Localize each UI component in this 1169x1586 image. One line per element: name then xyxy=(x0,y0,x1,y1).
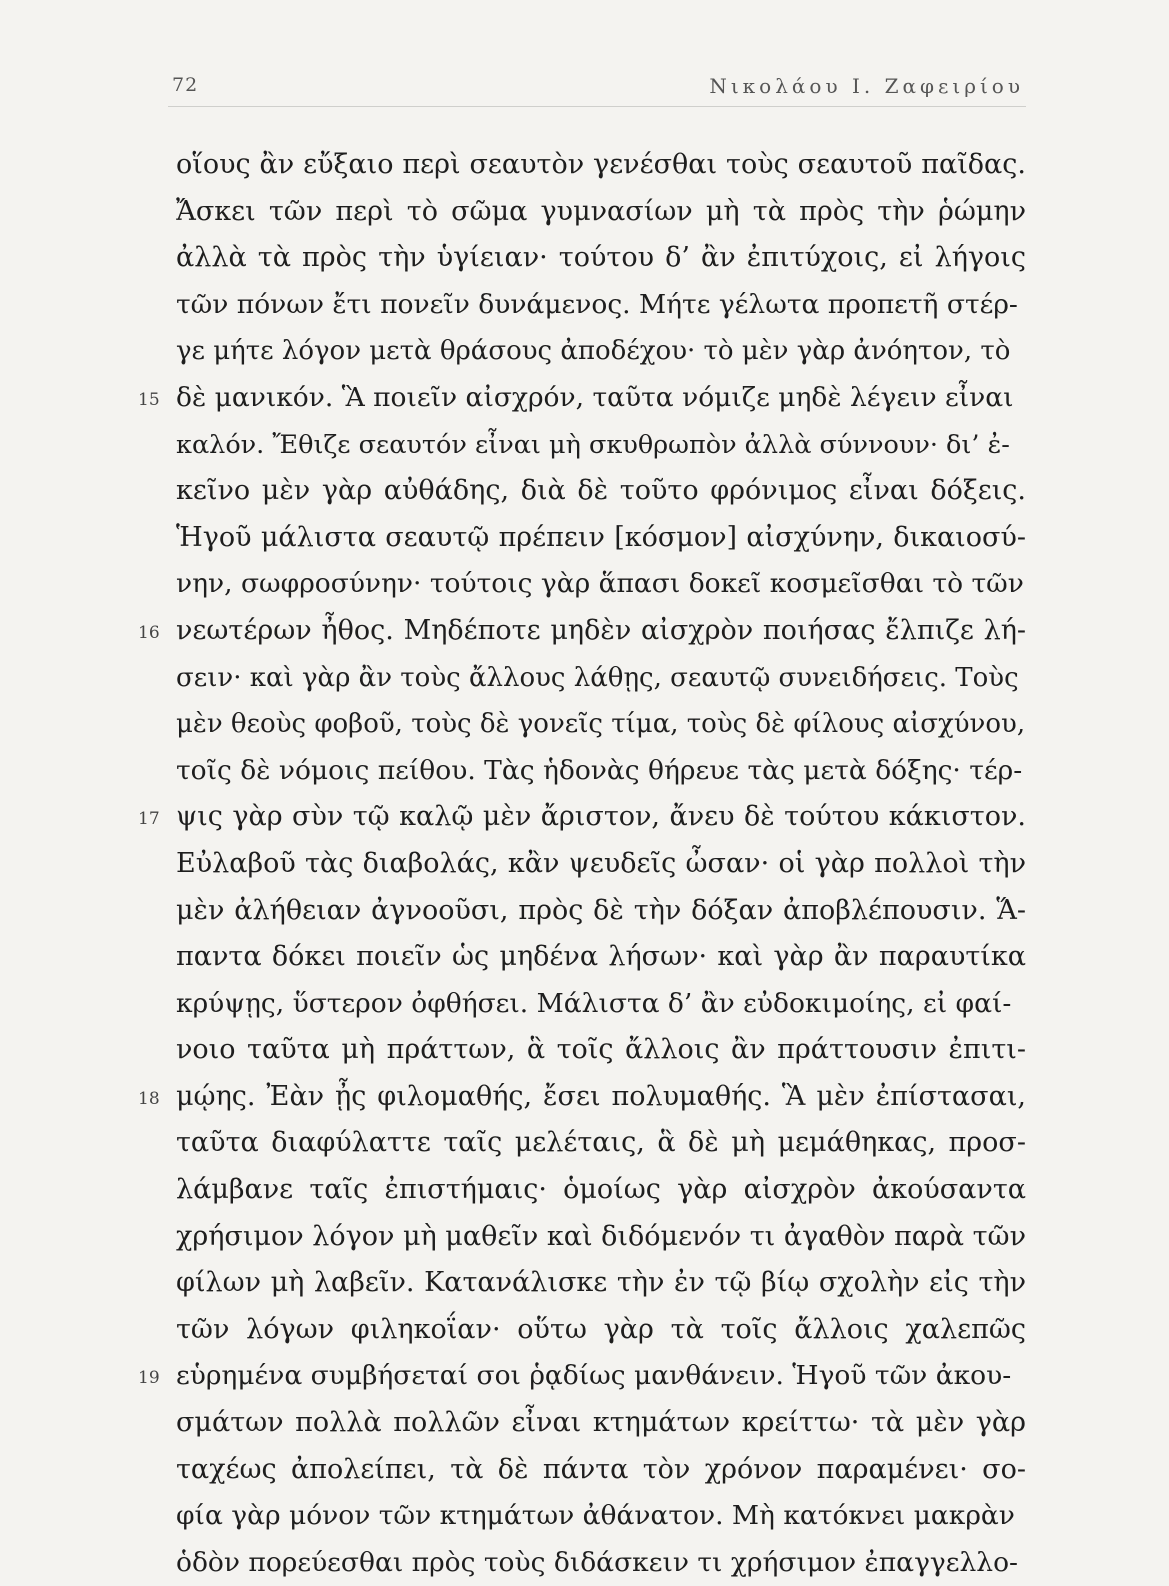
line-text: φίλων μὴ λαβεῖν. Κατανάλισκε τὴν ἐν τῷ βίῳ σχολὴν εἰς τὴν xyxy=(176,1267,1026,1299)
text-line xyxy=(176,841,1026,888)
line-text: μὲν θεοὺς φοβοῦ, τοὺς δὲ γονεῖς τίμα, τοὺς δὲ φίλους αἰσχύνου, xyxy=(176,709,1026,740)
text-line xyxy=(176,328,1026,375)
text-line xyxy=(176,1260,1026,1307)
line-text: τοῖς δὲ νόμοις πείθου. Τὰς ἡδονὰς θήρευε τὰς μετὰ δόξης· τέρ- xyxy=(176,754,1023,786)
line-text: γε μήτε λόγον μετὰ θράσους ἀποδέχου· τὸ μὲν γὰρ ἀνόητον, τὸ xyxy=(176,336,1011,367)
text-line xyxy=(176,282,1026,329)
running-head: Νικολάου Ι. Ζαφειρίου xyxy=(709,74,1024,98)
header-rule xyxy=(168,106,1026,107)
line-text: ταῦτα διαφύλαττε ταῖς μελέταις, ἃ δὲ μὴ μεμάθηκας, προσ- xyxy=(176,1127,1026,1159)
line-text: εὑρημένα συμβήσεταί σοι ῥᾳδίως μανθάνειν. Ἡγοῦ τῶν ἀκου- xyxy=(176,1360,1012,1392)
text-line xyxy=(176,981,1026,1028)
text-line xyxy=(138,608,1026,655)
text-line xyxy=(176,235,1026,282)
text-line xyxy=(176,934,1026,981)
line-text: φία γὰρ μόνον τῶν κτημάτων ἀθάνατον. Μὴ κατόκνει μακρὰν xyxy=(176,1500,1015,1532)
text-line xyxy=(176,1214,1026,1261)
line-text: ψις γὰρ σὺν τῷ καλῷ μὲν ἄριστον, ἄνευ δὲ τούτου κάκιστον. xyxy=(176,801,1026,833)
text-line xyxy=(176,468,1026,515)
line-text: λάμβανε ταῖς ἐπιστήμαις· ὁμοίως γὰρ αἰσχρὸν ἀκούσαντα xyxy=(176,1174,1026,1206)
line-text: τῶν λόγων φιληκοΐαν· οὕτω γὰρ τὰ τοῖς ἄλλοις χαλεπῶς xyxy=(176,1313,1026,1345)
line-text: ἀλλὰ τὰ πρὸς τὴν ὑγίειαν· τούτου δ’ ἂν ἐπιτύχοις, εἰ λήγοις xyxy=(176,242,1026,274)
text-line xyxy=(176,1540,1026,1586)
line-text: καλόν. Ἔθιζε σεαυτόν εἶναι μὴ σκυθρωπὸν ἀλλὰ σύννουν· δι’ ἐ- xyxy=(176,429,1010,460)
text-line xyxy=(176,1167,1026,1214)
line-text: νεωτέρων ἦθος. Μηδέποτε μηδὲν αἰσχρὸν ποιήσας ἔλπιζε λή- xyxy=(176,614,1026,646)
section-marker: 15 xyxy=(138,389,160,410)
text-line xyxy=(176,422,1026,469)
text-line xyxy=(176,189,1026,236)
line-text: Ἡγοῦ μάλιστα σεαυτῷ πρέπειν [κόσμον] αἰσχύνην, δικαιοσύ- xyxy=(176,521,1026,553)
line-text: Εὐλαβοῦ τὰς διαβολάς, κἂν ψευδεῖς ὦσαν· οἱ γὰρ πολλοὶ τὴν xyxy=(176,847,1026,879)
line-text: σμάτων πολλὰ πολλῶν εἶναι κτημάτων κρείττω· τὰ μὲν γὰρ xyxy=(176,1407,1026,1439)
line-text: κρύψῃς, ὕστερον ὀφθήσει. Μάλιστα δ’ ἂν εὐδοκιμοίης, εἰ φαί- xyxy=(176,987,1012,1019)
text-line xyxy=(176,1447,1026,1494)
line-text: παντα δόκει ποιεῖν ὡς μηδένα λήσων· καὶ γὰρ ἂν παραυτίκα xyxy=(176,941,1026,973)
line-text: ταχέως ἀπολείπει, τὰ δὲ πάντα τὸν χρόνον παραμένει· σο- xyxy=(176,1453,1026,1485)
line-text: χρήσιμον λόγον μὴ μαθεῖν καὶ διδόμενόν τι ἀγαθὸν παρὰ τῶν xyxy=(176,1220,1026,1252)
text-line xyxy=(176,701,1026,748)
text-line xyxy=(176,1493,1026,1540)
text-line xyxy=(176,1400,1026,1447)
text-line xyxy=(176,561,1026,608)
text-line xyxy=(138,1353,1026,1400)
text-line xyxy=(176,748,1026,795)
section-marker: 18 xyxy=(138,1088,160,1109)
line-text: Ἄσκει τῶν περὶ τὸ σῶμα γυμνασίων μὴ τὰ πρὸς τὴν ῥώμην xyxy=(176,195,1026,227)
line-text: νοιο ταῦτα μὴ πράττων, ἃ τοῖς ἄλλοις ἂν πράττουσιν ἐπιτι- xyxy=(176,1034,1026,1066)
text-line xyxy=(138,1074,1026,1121)
line-text: μῴης. Ἐὰν ᾖς φιλομαθής, ἔσει πολυμαθής. Ἃ μὲν ἐπίστασαι, xyxy=(176,1080,1026,1112)
text-body xyxy=(138,142,1026,1586)
page-number: 72 xyxy=(172,74,199,96)
text-line xyxy=(176,1120,1026,1167)
text-line xyxy=(176,1027,1026,1074)
text-line xyxy=(138,794,1026,841)
line-text: κεῖνο μὲν γὰρ αὐθάδης, διὰ δὲ τοῦτο φρόνιμος εἶναι δόξεις. xyxy=(176,475,1026,507)
line-text: σειν· καὶ γὰρ ἂν τοὺς ἄλλους λάθῃς, σεαυτῷ συνειδήσεις. Τοὺς xyxy=(176,662,1019,693)
section-marker: 19 xyxy=(138,1368,160,1389)
line-text: δὲ μανικόν. Ἃ ποιεῖν αἰσχρόν, ταῦτα νόμιζε μηδὲ λέγειν εἶναι xyxy=(176,381,1014,413)
text-line xyxy=(176,142,1026,189)
line-text: μὲν ἀλήθειαν ἀγνοοῦσι, πρὸς δὲ τὴν δόξαν ἀποβλέπουσιν. Ἅ- xyxy=(176,894,1026,926)
text-line xyxy=(176,655,1026,702)
section-marker: 17 xyxy=(138,809,160,830)
line-text: ὁδὸν πορεύεσθαι πρὸς τοὺς διδάσκειν τι χρήσιμον ἐπαγγελλο- xyxy=(176,1546,1018,1578)
text-line xyxy=(176,1307,1026,1354)
line-text: νην, σωφροσύνην· τούτοις γὰρ ἅπασι δοκεῖ κοσμεῖσθαι τὸ τῶν xyxy=(176,568,1024,600)
line-text: τῶν πόνων ἔτι πονεῖν δυνάμενος. Μήτε γέλωτα προπετῆ στέρ- xyxy=(176,288,1018,320)
text-line xyxy=(176,888,1026,935)
text-line xyxy=(138,375,1026,422)
section-marker: 16 xyxy=(138,622,160,643)
text-line xyxy=(176,515,1026,562)
line-text: οἵους ἂν εὔξαιο περὶ σεαυτὸν γενέσθαι τοὺς σεαυτοῦ παῖδας. xyxy=(176,149,1026,180)
